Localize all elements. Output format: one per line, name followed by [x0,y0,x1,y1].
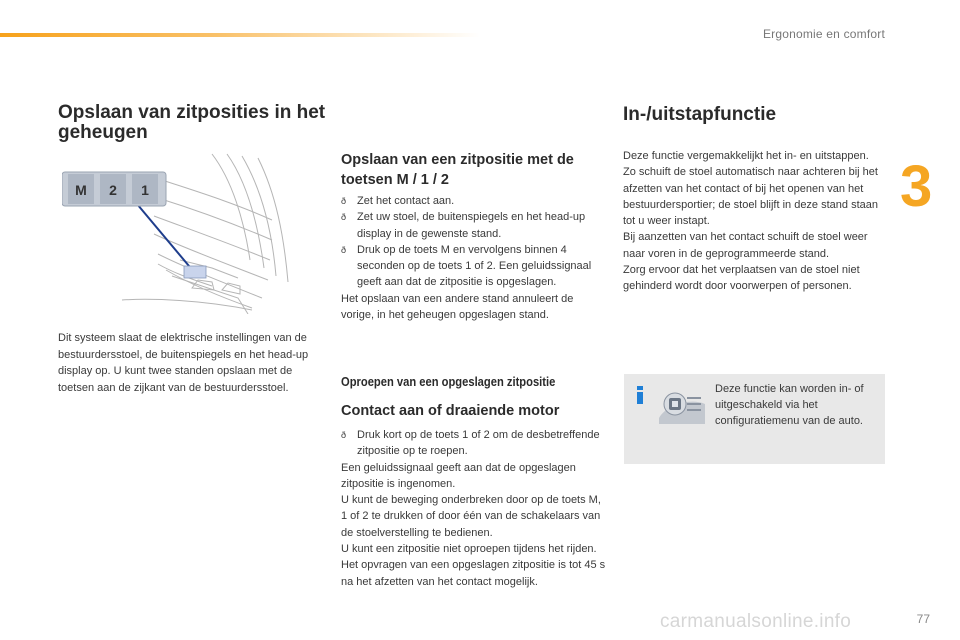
page-number: 77 [916,612,930,626]
recall-instructions [341,427,606,590]
recall-step [341,427,606,460]
info-icon [636,386,644,404]
ignition-subtitle: Contact aan of draaiende motor [341,403,560,419]
save-step-text: Zet het contact aan. [357,195,455,207]
recall-body-line: Het opvragen van een opgeslagen zitpositie is tot 45 s na het afzetten van het contact mogelijk. [341,559,606,588]
seat-memory-illustration [62,150,294,314]
seat-button-2: 2 [109,182,117,198]
recall-section-title: Oproepen van een opgeslagen zitpositie [341,374,556,389]
save-step-text: Zet uw stoel, de buitenspiegels en het head-up display in de gewenste stand. [357,211,586,240]
save-instructions [341,193,606,323]
save-step [341,242,606,291]
save-note: Het opslaan van een andere stand annuleert de vorige, in het geheugen opgeslagen stand. [341,292,574,322]
watermark: carmanualsonline.info [660,611,852,632]
recall-steps-list [341,427,606,460]
config-menu-thumbnail-icon [655,384,707,424]
entry-exit-body [623,148,883,295]
entry-exit-paragraph: Zorg ervoor dat het verplaatsen van de stoel niet gehinderd wordt door voorwerpen of personen. [623,264,860,293]
save-section-title: Opslaan van een zitpositie met de toetsen M / 1 / 2 [341,152,574,188]
entry-exit-paragraph: Zo schuift de stoel automatisch naar achteren bij het afzetten van het contact of bij het openen van het bestuurdersportier; de stoel blijft in deze stand staan tot u weer instapt. [623,166,878,228]
save-step [341,209,606,242]
entry-exit-paragraph: Deze functie vergemakkelijkt het in- en uitstappen. [623,150,869,162]
entry-exit-paragraph: Bij aanzetten van het contact schuift de stoel weer naar voren in de geprogrammeerde stand. [623,231,868,260]
save-steps-list [341,193,606,291]
save-step [341,193,606,209]
recall-step-text: Druk kort op de toets 1 of 2 om de desbetreffende zitpositie op te roepen. [357,429,600,458]
info-text: Deze functie kan worden in- of uitgeschakeld via het configuratiemenu van de auto. [715,383,864,427]
entry-exit-title: In-/uitstapfunctie [623,104,777,125]
intro-paragraph: Dit systeem slaat de elektrische instellingen van de bestuurdersstoel, de buitenspiegels en het head-up display op. U kunt twee standen opslaan met de toetsen aan de zijkant van de bestuurdersstoel. [58,332,309,394]
chapter-number: 3 [900,154,933,219]
seat-button-m: M [75,182,87,198]
save-step-text: Druk op de toets M en vervolgens binnen 4 seconden op de toets 1 of 2. Een geluidssignaal geeft aan dat de zitpositie is opgeslagen. [357,243,592,289]
seat-button-1: 1 [141,182,149,198]
header-accent-bar [0,33,480,37]
section-title: Ergonomie en comfort [762,27,885,41]
recall-body-line: U kunt de beweging onderbreken door op de toets M, 1 of 2 te drukken of door één van de schakelaars van de stoelverstelling te bedienen. [341,494,601,539]
page-title: Opslaan van zitposities in het geheugen [58,102,326,143]
recall-body-line: U kunt een zitpositie niet oproepen tijdens het rijden. [341,543,597,556]
recall-body-line: Een geluidssignaal geeft aan dat de opgeslagen zitpositie is ingenomen. [341,461,576,490]
